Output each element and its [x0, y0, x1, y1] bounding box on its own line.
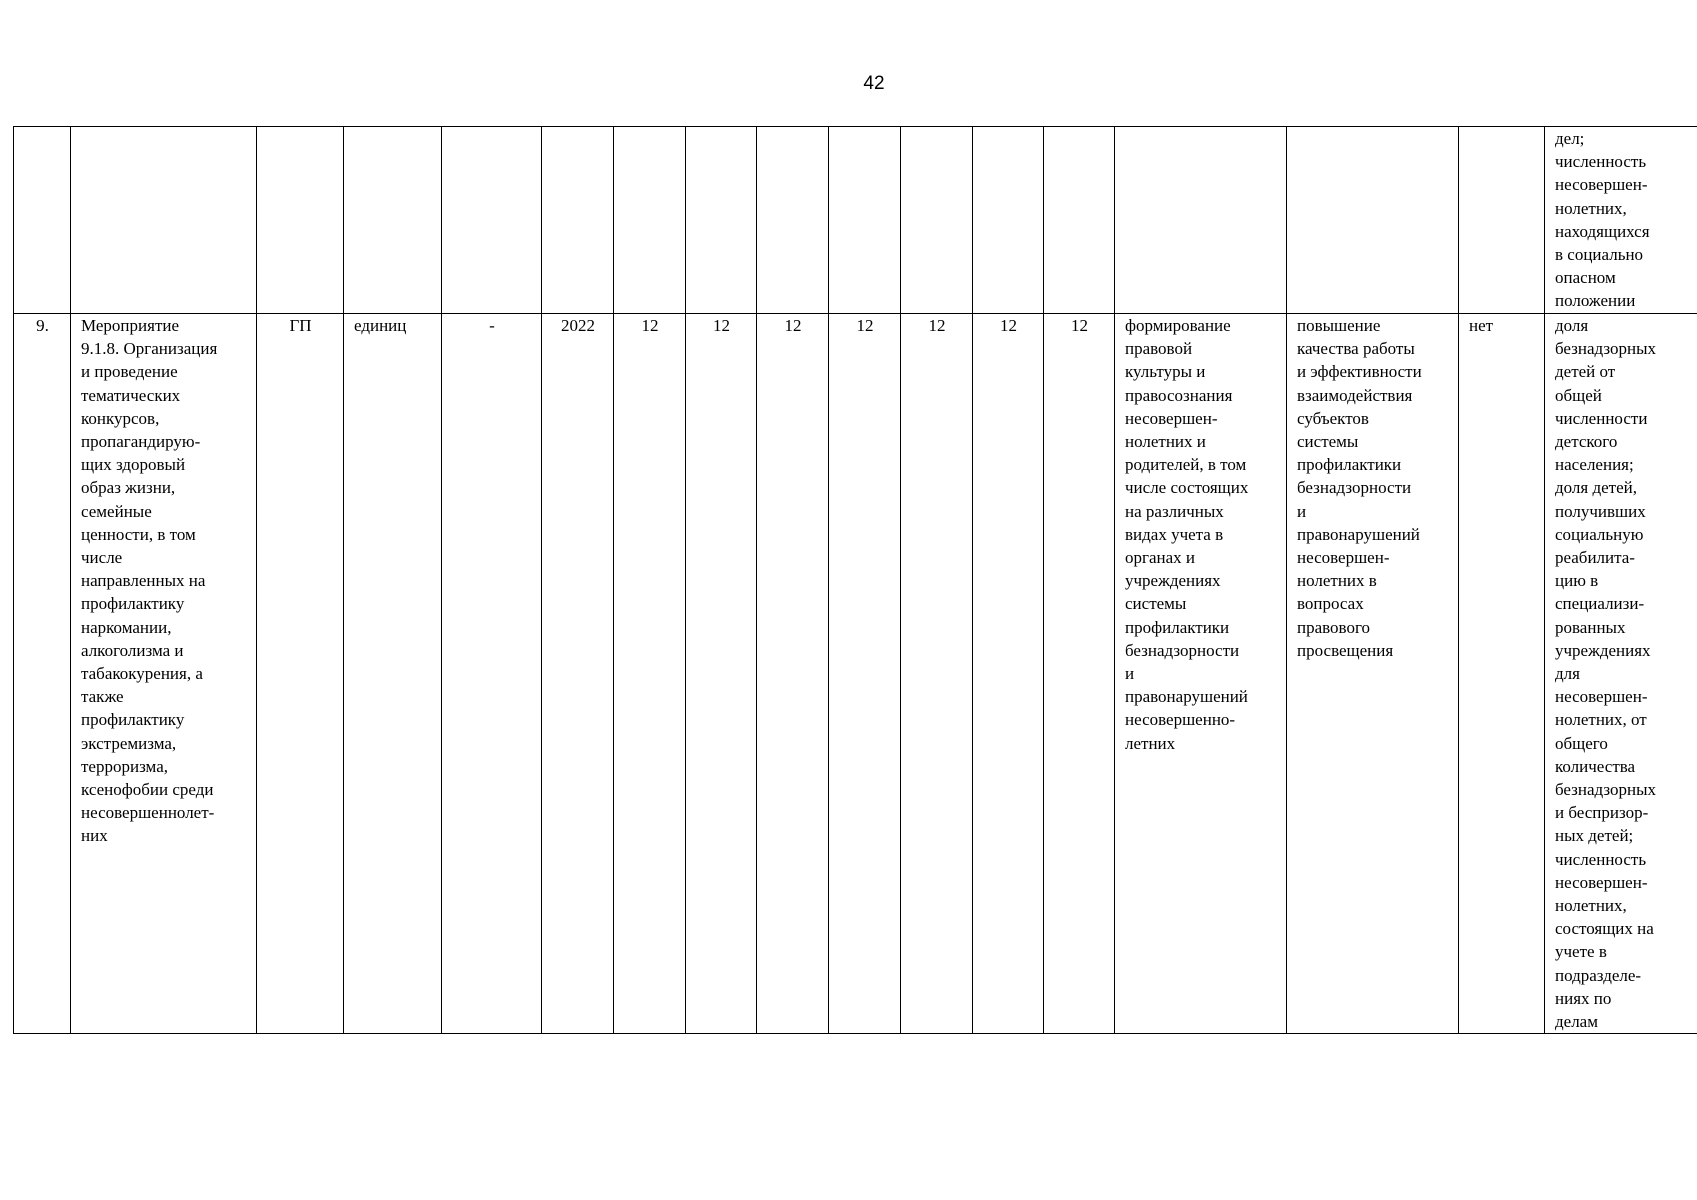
text-line: дел;: [1555, 129, 1585, 148]
cell-base-value: -: [442, 314, 542, 1034]
text-line: взаимодействия: [1297, 385, 1413, 405]
text-line: них: [81, 826, 108, 846]
text-line: профилактику: [81, 710, 185, 730]
page-number: 42: [863, 73, 885, 94]
text-line: ных детей;: [1555, 826, 1634, 846]
text-line: состоящих на: [1555, 919, 1654, 939]
text-line: числе состоящих: [1125, 478, 1249, 498]
text-line: несовершеннолет-: [81, 803, 215, 823]
text-line: безнадзорности: [1125, 640, 1240, 660]
text-line: и: [1297, 501, 1307, 521]
text-line: культуры и: [1125, 362, 1206, 382]
text-line: безнадзорных: [1555, 339, 1657, 359]
cell-value: 12: [901, 314, 973, 1034]
text-line: несовершенно-: [1125, 710, 1236, 730]
text-line: несовершен-: [1555, 687, 1648, 707]
text-line: профилактики: [1125, 617, 1230, 637]
text-line: системы: [1297, 432, 1359, 452]
text-line: просвещения: [1297, 640, 1394, 660]
text-line: детей от: [1555, 362, 1616, 382]
cell-flag: нет: [1459, 314, 1545, 1034]
cell-effect: [1287, 314, 1459, 1034]
cell-value: [757, 127, 829, 314]
text-line: и эффективности: [1297, 362, 1422, 382]
cell-indicators: [1545, 314, 1697, 1034]
text-line: правовой: [1125, 339, 1193, 359]
text-line: числе: [81, 548, 123, 568]
text-line: численности: [1555, 408, 1648, 428]
text-line: и проведение: [81, 362, 178, 382]
text-line: положении: [1555, 291, 1636, 311]
text-line: табакокурения, а: [81, 664, 203, 684]
cell-value: [1044, 127, 1115, 314]
text-line: и: [1125, 664, 1135, 684]
text-line: нолетних,: [1555, 896, 1627, 916]
text-line: несовершен-: [1555, 175, 1648, 195]
cell-base-value: [442, 127, 542, 314]
text-line: доля детей,: [1555, 478, 1637, 498]
text-line: субъектов: [1297, 408, 1369, 428]
text-line: несовершен-: [1555, 872, 1648, 892]
text-line: конкурсов,: [81, 408, 160, 428]
cell-value: 12: [757, 314, 829, 1034]
text-line: нолетних, от: [1555, 710, 1647, 730]
text-line: ксенофобии среди: [81, 780, 214, 800]
cell-flag: [1459, 127, 1545, 314]
text-line: правового: [1297, 617, 1371, 637]
cell-value: 12: [686, 314, 757, 1034]
cell-number: [14, 127, 71, 314]
text-line: численность: [1555, 849, 1647, 869]
text-line: делам: [1555, 1012, 1598, 1032]
cell-value: 12: [1044, 314, 1115, 1034]
text-line: алкоголизма и: [81, 640, 184, 660]
text-line: безнадзорных: [1555, 780, 1657, 800]
cell-event: [71, 127, 257, 314]
text-line: подразделе-: [1555, 965, 1642, 985]
text-line: 9.1.8. Организация: [81, 339, 218, 359]
table-row: [14, 314, 1697, 1034]
cell-indicators: [1545, 127, 1697, 314]
cell-value: [829, 127, 901, 314]
text-line: системы: [1125, 594, 1187, 614]
cell-base-year: 2022: [542, 314, 614, 1034]
text-line: правосознания: [1125, 385, 1233, 405]
cell-type: [257, 127, 344, 314]
text-line: численность: [1555, 152, 1647, 172]
text-line: органах и: [1125, 548, 1196, 568]
text-line: нолетних,: [1555, 198, 1627, 218]
text-line: общего: [1555, 733, 1608, 753]
program-table: [13, 126, 1697, 1034]
text-line: учете в: [1555, 942, 1607, 962]
text-line: правонарушений: [1297, 524, 1420, 544]
text-line: населения;: [1555, 455, 1634, 475]
text-line: нолетних и: [1125, 432, 1206, 452]
text-line: пропагандирую-: [81, 432, 201, 452]
text-line: и беспризор-: [1555, 803, 1649, 823]
text-line: направленных на: [81, 571, 206, 591]
cell-unit: [344, 127, 442, 314]
text-line: нолетних в: [1297, 571, 1377, 591]
cell-result: [1115, 314, 1287, 1034]
text-line: повышение: [1297, 316, 1381, 335]
cell-unit: единиц: [344, 314, 442, 1034]
text-line: на различных: [1125, 501, 1224, 521]
cell-value: [973, 127, 1044, 314]
cell-event: [71, 314, 257, 1034]
cell-value: 12: [973, 314, 1044, 1034]
text-line: общей: [1555, 385, 1602, 405]
cell-effect: [1287, 127, 1459, 314]
text-line: профилактику: [81, 594, 185, 614]
text-line: Мероприятие: [81, 316, 180, 335]
text-line: специализи-: [1555, 594, 1645, 614]
text-line: профилактики: [1297, 455, 1402, 475]
text-line: в социально: [1555, 245, 1644, 265]
text-line: реабилита-: [1555, 548, 1635, 568]
text-line: несовершен-: [1297, 548, 1390, 568]
text-line: учреждениях: [1555, 640, 1651, 660]
text-line: доля: [1555, 316, 1589, 335]
text-line: ниях по: [1555, 988, 1612, 1008]
text-line: количества: [1555, 756, 1636, 776]
cell-base-year: [542, 127, 614, 314]
text-line: качества работы: [1297, 339, 1415, 359]
text-line: щих здоровый: [81, 455, 186, 475]
cell-value: [901, 127, 973, 314]
text-line: учреждениях: [1125, 571, 1221, 591]
text-line: вопросах: [1297, 594, 1364, 614]
text-line: экстремизма,: [81, 733, 177, 753]
text-line: для: [1555, 664, 1580, 684]
text-line: терроризма,: [81, 756, 168, 776]
text-line: семейные: [81, 501, 152, 521]
text-line: также: [81, 687, 124, 707]
text-line: видах учета в: [1125, 524, 1224, 544]
text-line: социальную: [1555, 524, 1644, 544]
text-line: находящихся: [1555, 221, 1650, 241]
cell-number: 9.: [14, 314, 71, 1034]
cell-result: [1115, 127, 1287, 314]
text-line: образ жизни,: [81, 478, 176, 498]
text-line: детского: [1555, 432, 1618, 452]
text-line: формирование: [1125, 316, 1231, 335]
text-line: правонарушений: [1125, 687, 1248, 707]
cell-value: [614, 127, 686, 314]
text-line: тематических: [81, 385, 181, 405]
text-line: летних: [1125, 733, 1176, 753]
text-line: рованных: [1555, 617, 1626, 637]
table-row-continued: [14, 127, 1697, 314]
text-line: родителей, в том: [1125, 455, 1247, 475]
text-line: получивших: [1555, 501, 1646, 521]
text-line: наркомании,: [81, 617, 172, 637]
text-line: несовершен-: [1125, 408, 1218, 428]
cell-type: ГП: [257, 314, 344, 1034]
text-line: безнадзорности: [1297, 478, 1412, 498]
cell-value: [686, 127, 757, 314]
cell-value: 12: [614, 314, 686, 1034]
text-line: цию в: [1555, 571, 1599, 591]
text-line: ценности, в том: [81, 524, 196, 544]
cell-value: 12: [829, 314, 901, 1034]
text-line: опасном: [1555, 268, 1616, 288]
